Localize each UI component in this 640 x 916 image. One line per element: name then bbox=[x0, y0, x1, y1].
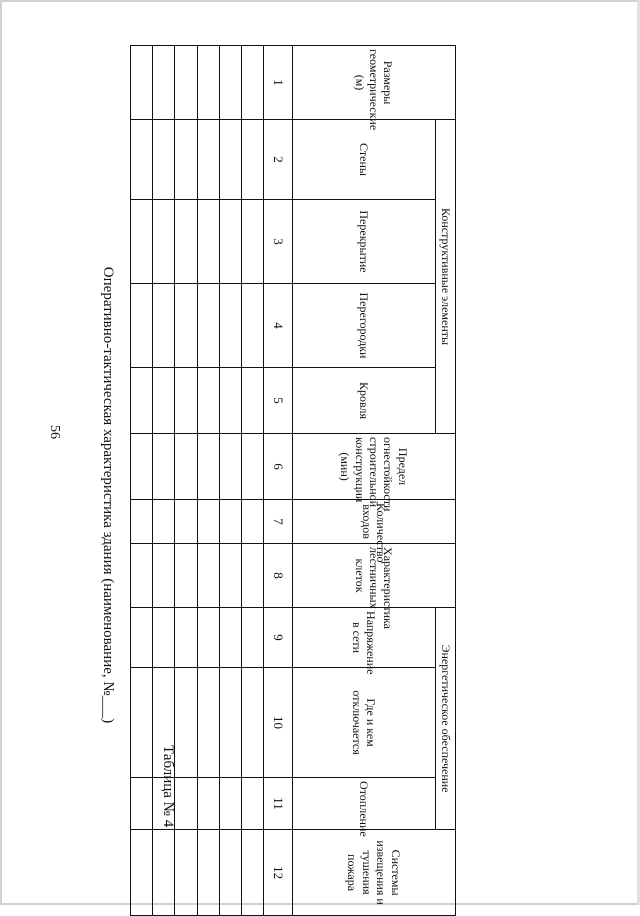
table-cell bbox=[175, 608, 197, 668]
table-cell bbox=[153, 368, 175, 434]
table-cell bbox=[175, 778, 197, 830]
header-cell-col10: Где и кем отключается bbox=[292, 668, 435, 778]
table-cell bbox=[175, 434, 197, 500]
table-cell bbox=[219, 200, 241, 284]
column-number: 3 bbox=[264, 200, 292, 284]
column-number-row bbox=[264, 46, 292, 916]
column-number: 1 bbox=[264, 46, 292, 120]
table-cell bbox=[197, 544, 219, 608]
table-row bbox=[197, 46, 219, 916]
table-cell bbox=[242, 120, 264, 200]
table-row bbox=[242, 46, 264, 916]
table-cell bbox=[197, 500, 219, 544]
empty-rows bbox=[131, 46, 264, 916]
column-number: 12 bbox=[264, 830, 292, 916]
table-cell bbox=[153, 544, 175, 608]
table-cell bbox=[197, 668, 219, 778]
table-cell bbox=[131, 830, 153, 916]
table-cell bbox=[131, 544, 153, 608]
table-cell bbox=[175, 120, 197, 200]
table-cell bbox=[197, 778, 219, 830]
table-cell bbox=[131, 668, 153, 778]
table-cell bbox=[131, 284, 153, 368]
table-title: Оперативно-тактическая характеристика здания (наименование, №___) bbox=[100, 266, 116, 724]
header-cell-col8: Характеристика лестничных клеток bbox=[292, 544, 455, 608]
table-cell bbox=[242, 778, 264, 830]
table-cell bbox=[197, 608, 219, 668]
table-cell bbox=[175, 200, 197, 284]
table-cell bbox=[153, 120, 175, 200]
rotated-page-content bbox=[12, 45, 588, 905]
table-cell bbox=[153, 200, 175, 284]
table-cell bbox=[242, 368, 264, 434]
table-cell bbox=[242, 46, 264, 120]
table-cell bbox=[131, 200, 153, 284]
table-row bbox=[131, 46, 153, 916]
header-group-construct: Конструктивные элементы bbox=[435, 120, 455, 434]
building-characteristics-table bbox=[130, 45, 456, 916]
column-number: 8 bbox=[264, 544, 292, 608]
table-cell bbox=[219, 46, 241, 120]
column-number: 7 bbox=[264, 500, 292, 544]
table-cell bbox=[219, 434, 241, 500]
column-number: 6 bbox=[264, 434, 292, 500]
table-cell bbox=[131, 778, 153, 830]
page-number: 56 bbox=[47, 425, 62, 439]
table-cell bbox=[242, 668, 264, 778]
table-cell bbox=[153, 668, 175, 778]
table-cell bbox=[197, 120, 219, 200]
column-number: 9 bbox=[264, 608, 292, 668]
header-cell-col12: Системы извещения и тушения пожара bbox=[292, 830, 455, 916]
header-cell-col9: Напряжение в сети bbox=[292, 608, 435, 668]
table-cell bbox=[153, 608, 175, 668]
table-cell bbox=[131, 500, 153, 544]
table-cell bbox=[175, 544, 197, 608]
table-cell bbox=[197, 46, 219, 120]
table-cell bbox=[131, 46, 153, 120]
column-number: 4 bbox=[264, 284, 292, 368]
header-cell-col3: Перекрытие bbox=[292, 200, 435, 284]
column-number: 5 bbox=[264, 368, 292, 434]
table-cell bbox=[219, 500, 241, 544]
scan-edge-top bbox=[0, 0, 640, 2]
table-row bbox=[153, 46, 175, 916]
table-cell bbox=[219, 284, 241, 368]
table-row bbox=[175, 46, 197, 916]
table-cell bbox=[131, 434, 153, 500]
header-row-groups bbox=[435, 46, 455, 916]
column-number: 11 bbox=[264, 778, 292, 830]
header-cell-col6: Предел огнестойкости строительной конструкции (мин) bbox=[292, 434, 455, 500]
table-cell bbox=[242, 544, 264, 608]
table-cell bbox=[242, 284, 264, 368]
table-cell bbox=[175, 284, 197, 368]
table-cell bbox=[219, 544, 241, 608]
table-cell bbox=[153, 434, 175, 500]
header-cell-col1: Размеры геометрические (м) bbox=[292, 46, 455, 120]
table-caption: Таблица № 4 bbox=[160, 745, 176, 828]
table-cell bbox=[175, 830, 197, 916]
table-cell bbox=[219, 120, 241, 200]
column-number: 10 bbox=[264, 668, 292, 778]
table-cell bbox=[153, 46, 175, 120]
table-cell bbox=[219, 668, 241, 778]
header-group-energy: Энергетическое обеспечение bbox=[435, 608, 455, 830]
table-cell bbox=[242, 200, 264, 284]
table-cell bbox=[131, 368, 153, 434]
table-cell bbox=[219, 368, 241, 434]
table-cell bbox=[175, 668, 197, 778]
table-row bbox=[219, 46, 241, 916]
table-cell bbox=[131, 608, 153, 668]
table-cell bbox=[197, 368, 219, 434]
table-cell bbox=[197, 200, 219, 284]
table-cell bbox=[242, 500, 264, 544]
table-cell bbox=[153, 500, 175, 544]
table-cell bbox=[197, 830, 219, 916]
table-cell bbox=[242, 434, 264, 500]
table-cell bbox=[153, 830, 175, 916]
table-cell bbox=[219, 608, 241, 668]
table-cell bbox=[197, 284, 219, 368]
table-cell bbox=[153, 284, 175, 368]
header-cell-col4: Перегородки bbox=[292, 284, 435, 368]
header-cell-col11: Отопление bbox=[292, 778, 435, 830]
table-cell bbox=[153, 778, 175, 830]
column-number: 2 bbox=[264, 120, 292, 200]
table-cell bbox=[242, 608, 264, 668]
table-cell bbox=[197, 434, 219, 500]
header-cell-col7: Количество входов bbox=[292, 500, 455, 544]
table-cell bbox=[175, 368, 197, 434]
table-cell bbox=[131, 120, 153, 200]
scan-edge-left bbox=[0, 0, 2, 905]
table-cell bbox=[242, 830, 264, 916]
header-cell-col2: Стены bbox=[292, 120, 435, 200]
table-cell bbox=[175, 500, 197, 544]
header-cell-col5: Кровля bbox=[292, 368, 435, 434]
table-cell bbox=[175, 46, 197, 120]
table-cell bbox=[219, 830, 241, 916]
table-cell bbox=[219, 778, 241, 830]
